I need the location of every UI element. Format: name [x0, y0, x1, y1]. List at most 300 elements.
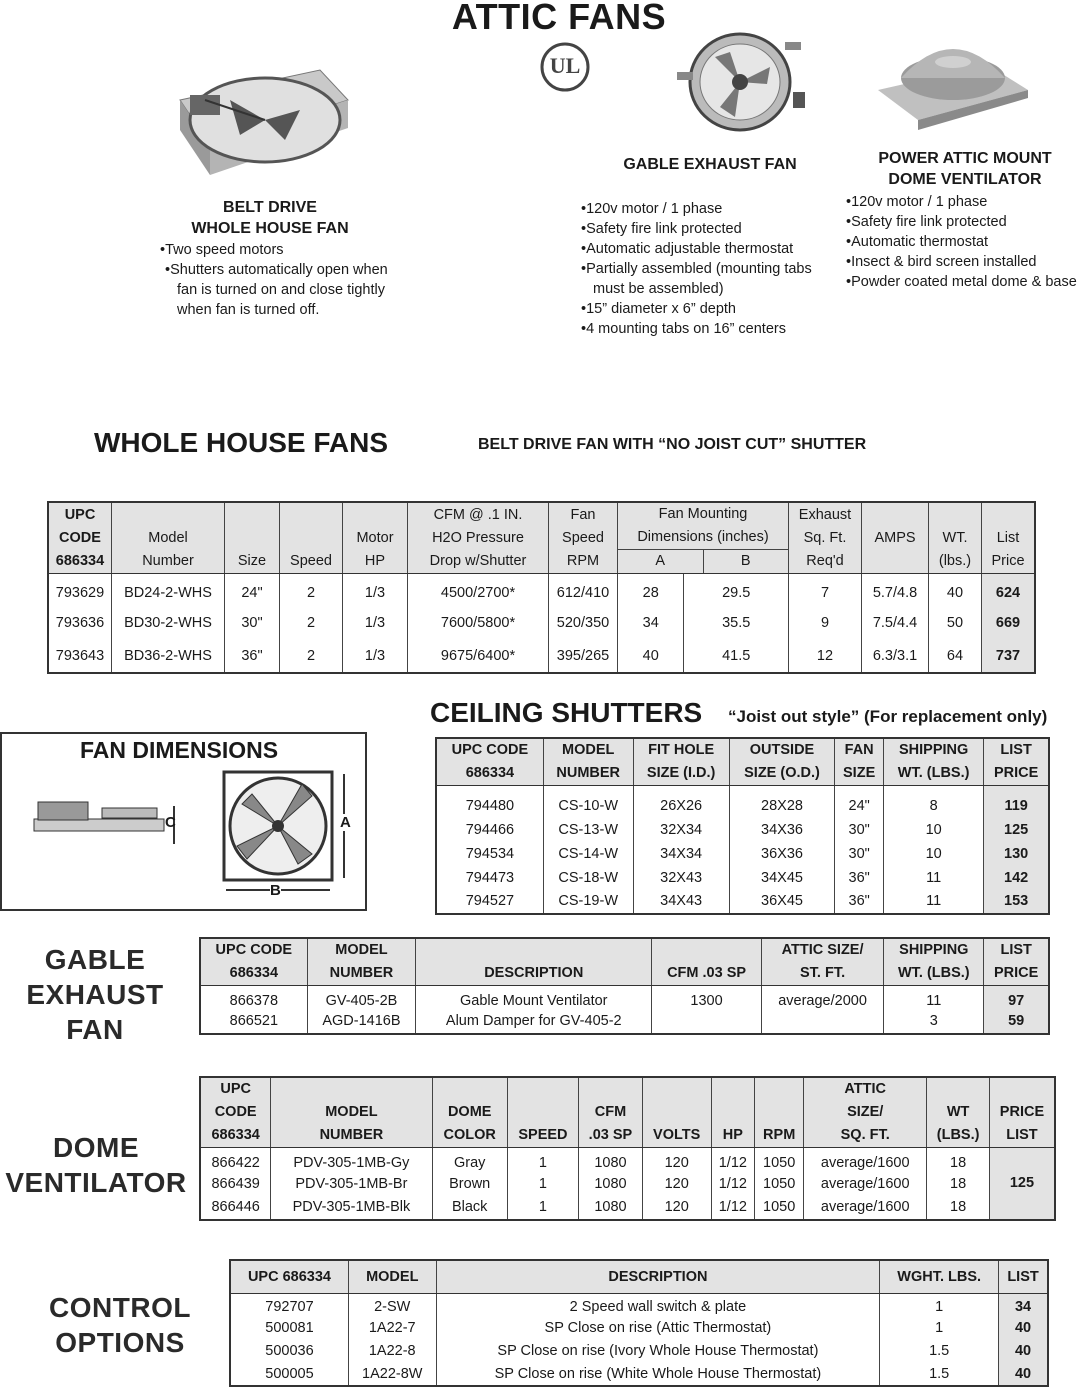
table-cell: 3 — [884, 1010, 984, 1034]
table-cell: Alum Damper for GV-405-2 — [416, 1010, 652, 1034]
col-wt — [929, 502, 982, 574]
belt-drive-name-line1: BELT DRIVE — [223, 199, 317, 216]
table-cell: 125 — [984, 818, 1049, 842]
header-line: FAN — [844, 742, 874, 758]
table-cell: 130 — [984, 842, 1049, 866]
label-line: GABLE — [44, 944, 146, 975]
table-cell: 40 — [929, 574, 982, 607]
feature-item: • Partially assembled (mounting tabs must be assembled) — [581, 259, 841, 299]
table-cell: 624 — [982, 574, 1036, 607]
column-header — [755, 1077, 804, 1148]
col-amps — [862, 502, 929, 574]
header-line: DOME — [447, 1104, 492, 1120]
hdr: RPM — [566, 553, 600, 569]
page-title: ATTIC FANS — [451, 0, 667, 37]
control-options-label — [30, 1290, 210, 1360]
table-cell: 520/350 — [549, 607, 618, 640]
ceiling-shutters-header-row — [436, 738, 1049, 786]
hdr: CODE — [59, 530, 101, 546]
header-line: FIT HOLE — [648, 742, 715, 758]
table-row — [200, 1010, 1049, 1034]
whole-house-title: WHOLE HOUSE FANS — [94, 427, 389, 458]
label-line: DOME — [53, 1132, 139, 1163]
table-cell: 500081 — [230, 1317, 348, 1340]
column-header — [984, 938, 1049, 986]
header-line: WT. (LBS.) — [897, 765, 970, 781]
table-cell: 120 — [642, 1148, 711, 1172]
header-line: MODEL — [335, 942, 388, 958]
table-cell: 11 — [884, 986, 984, 1010]
table-cell: 1A22-8 — [348, 1340, 436, 1363]
column-header: DESCRIPTION — [436, 1260, 880, 1294]
table-cell: 794527 — [436, 890, 543, 914]
table-cell: 2 — [280, 574, 343, 607]
label-line: CONTROL — [49, 1292, 191, 1323]
mounting-sub — [618, 549, 788, 573]
table-cell: PDV-305-1MB-Blk — [271, 1196, 432, 1220]
table-cell: 34X36 — [729, 818, 835, 842]
fan-dimensions-diagram — [2, 734, 365, 909]
table-cell: 34 — [999, 1294, 1048, 1317]
table-row — [436, 786, 1049, 818]
header-line: SPEED — [518, 1127, 568, 1143]
feature-item: • Safety fire link protected — [581, 219, 841, 239]
column-header — [884, 938, 984, 986]
column-header — [307, 938, 416, 986]
ul-logo-text: UL — [549, 53, 581, 78]
column-header — [642, 1077, 711, 1148]
column-header — [927, 1077, 990, 1148]
table-cell — [761, 1010, 883, 1034]
table-cell: 35.5 — [684, 607, 789, 640]
table-cell: Gray — [432, 1148, 507, 1172]
column-header — [835, 738, 884, 786]
table-cell: 18 — [927, 1148, 990, 1172]
table-cell: 737 — [982, 640, 1036, 673]
header-line: HP — [722, 1127, 743, 1143]
whole-house-subtitle: BELT DRIVE FAN WITH “NO JOIST CUT” SHUTTER — [478, 436, 867, 453]
table-cell: 1300 — [652, 986, 762, 1010]
col-list — [982, 502, 1036, 574]
table-cell: 2 — [280, 640, 343, 673]
table-cell: 18 — [927, 1196, 990, 1220]
table-cell: 395/265 — [549, 640, 618, 673]
table-cell: 26X26 — [633, 786, 729, 818]
table-cell: average/1600 — [804, 1148, 927, 1172]
table-cell: 1/3 — [343, 640, 408, 673]
table-cell: average/2000 — [761, 986, 883, 1010]
column-header — [729, 738, 835, 786]
table-cell: SP Close on rise (White Whole House Thermostat) — [436, 1363, 880, 1386]
header-line — [435, 1078, 505, 1101]
table-cell: 32X34 — [633, 818, 729, 842]
table-cell: 28X28 — [729, 786, 835, 818]
belt-drive-fan-image — [170, 40, 350, 190]
header-line: SIZE (O.D.) — [744, 765, 820, 781]
table-cell: 8 — [883, 786, 983, 818]
table-cell: PDV-305-1MB-Gy — [271, 1148, 432, 1172]
fan-dimensions-title: FAN DIMENSIONS — [80, 737, 279, 763]
hdr: 686334 — [55, 553, 105, 569]
column-header — [436, 738, 543, 786]
table-cell: Brown — [432, 1172, 507, 1196]
header-line: WT. (LBS.) — [897, 965, 970, 981]
label-line: EXHAUST — [26, 979, 164, 1010]
table-cell: 794466 — [436, 818, 543, 842]
table-row — [200, 1148, 1055, 1172]
header-line: ST. FT. — [800, 965, 846, 981]
table-cell: 2-SW — [348, 1294, 436, 1317]
feature-item: • Powder coated metal dome & base — [846, 272, 1078, 292]
table-cell: 1/12 — [711, 1196, 755, 1220]
table-cell: Gable Mount Ventilator — [416, 986, 652, 1010]
table-cell: 1080 — [579, 1196, 643, 1220]
table-row — [436, 842, 1049, 866]
table-cell: 125 — [989, 1148, 1055, 1220]
table-cell: 1050 — [755, 1196, 804, 1220]
col-motor — [343, 502, 408, 574]
column-header — [432, 1077, 507, 1148]
feature-item: • Automatic thermostat — [846, 232, 1078, 252]
table-cell: CS-18-W — [543, 866, 633, 890]
col-exhaust — [789, 502, 862, 574]
table-cell: 866439 — [200, 1172, 271, 1196]
belt-drive-name — [170, 197, 370, 239]
table-row — [48, 574, 1035, 607]
table-cell: 793629 — [48, 574, 112, 607]
table-cell: 30" — [225, 607, 280, 640]
hdr: (lbs.) — [938, 553, 972, 569]
dome-ventilator-name — [860, 148, 1070, 190]
column-header — [989, 1077, 1055, 1148]
hdr: Exhaust — [798, 507, 852, 523]
table-cell: 1/12 — [711, 1172, 755, 1196]
header-line: OUTSIDE — [749, 742, 815, 758]
table-cell: 1 — [507, 1196, 578, 1220]
header-line: 686334 — [465, 765, 515, 781]
table-cell: 34X34 — [633, 842, 729, 866]
col-mounting — [618, 502, 789, 574]
table-cell: 2 — [280, 607, 343, 640]
table-cell: 34X43 — [633, 890, 729, 914]
header-line: RPM — [763, 1127, 796, 1143]
fan-dimensions-box — [0, 732, 367, 911]
header-line: LIST — [1006, 1127, 1038, 1143]
column-header — [804, 1077, 927, 1148]
table-cell: 34X45 — [729, 866, 835, 890]
header-line: NUMBER — [329, 965, 394, 981]
ceiling-shutters-table — [435, 737, 1050, 915]
table-cell: 9675/6400* — [408, 640, 549, 673]
hdr: Price — [991, 553, 1025, 569]
table-cell: 41.5 — [684, 640, 789, 673]
table-cell: 866378 — [200, 986, 307, 1010]
table-row — [436, 818, 1049, 842]
table-cell: 18 — [927, 1172, 990, 1196]
dome-ventilator-image — [878, 40, 1028, 140]
table-row — [200, 1172, 1055, 1196]
column-header — [579, 1077, 643, 1148]
feature-item: • 15” diameter x 6” depth — [581, 299, 841, 319]
table-cell: 30" — [835, 842, 884, 866]
table-cell: 119 — [984, 786, 1049, 818]
header-line: UPC — [220, 1081, 251, 1097]
header-line — [714, 1101, 753, 1124]
table-cell: SP Close on rise (Attic Thermostat) — [436, 1317, 880, 1340]
hdr: Req'd — [806, 553, 844, 569]
column-header — [543, 738, 633, 786]
table-row — [230, 1317, 1048, 1340]
table-cell: 500036 — [230, 1340, 348, 1363]
table-row — [200, 986, 1049, 1010]
column-header: WGHT. LBS. — [880, 1260, 999, 1294]
table-cell: 1/3 — [343, 607, 408, 640]
hdr: Speed — [562, 530, 604, 546]
table-cell: 64 — [929, 640, 982, 673]
table-cell: 11 — [883, 890, 983, 914]
header-line: ATTIC SIZE/ — [781, 942, 864, 958]
table-cell: 500005 — [230, 1363, 348, 1386]
column-header — [633, 738, 729, 786]
ul-logo — [540, 42, 590, 92]
table-cell: 30" — [835, 818, 884, 842]
header-line: SHIPPING — [898, 742, 969, 758]
column-header: MODEL — [348, 1260, 436, 1294]
table-cell: 40 — [618, 640, 684, 673]
table-cell: 40 — [999, 1317, 1048, 1340]
table-cell: 120 — [642, 1196, 711, 1220]
table-cell: 40 — [999, 1340, 1048, 1363]
header-line: UPC CODE — [215, 942, 293, 958]
mounting-header: Fan Mounting Dimensions (inches) — [637, 506, 769, 545]
whole-house-rows — [48, 574, 1035, 673]
dome-rows — [200, 1148, 1055, 1220]
hdr: Speed — [290, 553, 332, 569]
col-speed — [280, 502, 343, 574]
table-cell: Black — [432, 1196, 507, 1220]
column-header — [984, 738, 1049, 786]
table-cell: 142 — [984, 866, 1049, 890]
table-cell: 1080 — [579, 1172, 643, 1196]
table-cell: 97 — [984, 986, 1049, 1010]
header-line: 686334 — [229, 965, 279, 981]
column-header — [271, 1077, 432, 1148]
header-line: NUMBER — [556, 765, 621, 781]
label-line: FAN — [66, 1014, 124, 1045]
table-row — [436, 866, 1049, 890]
header-line — [645, 1101, 709, 1124]
table-cell: PDV-305-1MB-Br — [271, 1172, 432, 1196]
hdr: Model — [148, 530, 188, 546]
belt-drive-features — [160, 240, 390, 320]
ceiling-shutters-subtitle: “Joist out style” (For replacement only) — [728, 707, 1048, 726]
header-line — [714, 1078, 753, 1101]
gable-fan-features — [581, 199, 841, 339]
header-line: CODE — [214, 1104, 257, 1120]
table-cell: 36" — [225, 640, 280, 673]
table-cell: 793643 — [48, 640, 112, 673]
col-fan-speed — [549, 502, 618, 574]
table-cell: BD30-2-WHS — [112, 607, 225, 640]
feature-item: • Insect & bird screen installed — [846, 252, 1078, 272]
table-cell: 36X36 — [729, 842, 835, 866]
table-cell: 1A22-8W — [348, 1363, 436, 1386]
control-header-row — [230, 1260, 1048, 1294]
hdr: HP — [364, 553, 386, 569]
table-cell: 34 — [618, 607, 684, 640]
table-cell: 794480 — [436, 786, 543, 818]
feature-item: • 4 mounting tabs on 16” centers — [581, 319, 841, 339]
table-cell: 866422 — [200, 1148, 271, 1172]
header-line: SIZE/ — [847, 1104, 884, 1120]
hdr: CFM @ .1 IN. — [433, 507, 523, 523]
column-header — [200, 1077, 271, 1148]
header-line: LIST — [1000, 742, 1032, 758]
dome-name-line1: POWER ATTIC MOUNT — [878, 150, 1052, 167]
table-row — [48, 640, 1035, 673]
table-cell: 794473 — [436, 866, 543, 890]
table-cell: 794534 — [436, 842, 543, 866]
dim-label-c: C — [165, 814, 176, 831]
label-line: VENTILATOR — [5, 1167, 187, 1198]
table-cell: CS-13-W — [543, 818, 633, 842]
table-cell: 792707 — [230, 1294, 348, 1317]
dome-ventilator-table — [199, 1076, 1056, 1221]
header-line — [581, 1078, 640, 1101]
table-cell: CS-19-W — [543, 890, 633, 914]
header-line: CFM — [594, 1104, 627, 1120]
header-line: PRICE — [994, 965, 1039, 981]
table-cell: 36" — [835, 866, 884, 890]
dome-header-row — [200, 1077, 1055, 1148]
table-cell: 1080 — [579, 1148, 643, 1172]
header-line — [645, 1078, 709, 1101]
table-cell: 793636 — [48, 607, 112, 640]
table-cell: 36X45 — [729, 890, 835, 914]
table-cell: 9 — [789, 607, 862, 640]
gable-fan-name: GABLE EXHAUST FAN — [623, 156, 797, 173]
hdr: Motor — [356, 530, 394, 546]
table-cell: 1/3 — [343, 574, 408, 607]
hdr: List — [996, 530, 1020, 546]
table-cell: 1050 — [755, 1148, 804, 1172]
header-line: DESCRIPTION — [484, 965, 584, 981]
table-cell: GV-405-2B — [307, 986, 416, 1010]
header-line — [992, 1078, 1052, 1101]
header-line: UPC CODE — [451, 742, 529, 758]
header-line: VOLTS — [653, 1127, 701, 1143]
column-header: LIST — [999, 1260, 1048, 1294]
hdr: Sq. Ft. — [803, 530, 847, 546]
table-cell: 10 — [883, 818, 983, 842]
control-rows — [230, 1294, 1048, 1386]
gable-header-row — [200, 938, 1049, 986]
table-cell: 612/410 — [549, 574, 618, 607]
table-cell: 40 — [999, 1363, 1048, 1386]
hdr: Drop w/Shutter — [429, 553, 527, 569]
table-cell: 7 — [789, 574, 862, 607]
header-line: (LBS.) — [936, 1127, 980, 1143]
ceiling-shutters-title: CEILING SHUTTERS — [430, 697, 703, 728]
header-line — [510, 1101, 576, 1124]
col-upc — [48, 502, 112, 574]
table-row — [48, 607, 1035, 640]
table-cell: 7.5/4.4 — [862, 607, 929, 640]
table-cell: 669 — [982, 607, 1036, 640]
table-cell: 2 Speed wall switch & plate — [436, 1294, 880, 1317]
table-cell: SP Close on rise (Ivory Whole House Thermostat) — [436, 1340, 880, 1363]
table-cell: 11 — [883, 866, 983, 890]
table-cell: 1 — [507, 1148, 578, 1172]
header-line: ATTIC — [844, 1081, 887, 1097]
table-cell: 1/12 — [711, 1148, 755, 1172]
table-row — [230, 1363, 1048, 1386]
gable-fan-image — [675, 22, 810, 137]
table-cell: 10 — [883, 842, 983, 866]
table-cell: 24" — [225, 574, 280, 607]
hdr: Fan — [570, 507, 596, 523]
header-line: SIZE (I.D.) — [646, 765, 716, 781]
gable-exhaust-label — [10, 942, 180, 1047]
table-cell: 29.5 — [684, 574, 789, 607]
hdr: H2O Pressure — [432, 530, 524, 546]
feature-item: • Safety fire link protected — [846, 212, 1078, 232]
header-line — [757, 1078, 801, 1101]
table-cell: 153 — [984, 890, 1049, 914]
table-row — [230, 1294, 1048, 1317]
dome-ventilator-label — [0, 1130, 192, 1200]
table-cell: CS-10-W — [543, 786, 633, 818]
column-header — [761, 938, 883, 986]
table-cell — [652, 1010, 762, 1034]
gable-rows — [200, 986, 1049, 1034]
dome-name-line2: DOME VENTILATOR — [888, 171, 1042, 188]
col-size — [225, 502, 280, 574]
header-line: LIST — [1000, 942, 1032, 958]
column-header — [652, 938, 762, 986]
header-line — [510, 1078, 576, 1101]
header-line: MODEL — [325, 1104, 378, 1120]
table-cell: CS-14-W — [543, 842, 633, 866]
table-cell: average/1600 — [804, 1172, 927, 1196]
table-cell: 12 — [789, 640, 862, 673]
table-cell: 866446 — [200, 1196, 271, 1220]
table-cell: BD24-2-WHS — [112, 574, 225, 607]
dim-label-a: A — [340, 814, 351, 831]
hdr: UPC — [64, 507, 96, 523]
header-line: 686334 — [211, 1127, 260, 1143]
header-line: MODEL — [562, 742, 615, 758]
dim-label-b: B — [270, 882, 281, 899]
table-row — [200, 1196, 1055, 1220]
ceiling-shutters-rows — [436, 786, 1049, 914]
table-cell: average/1600 — [804, 1196, 927, 1220]
control-options-table — [229, 1259, 1049, 1387]
table-cell: 866521 — [200, 1010, 307, 1034]
header-line — [757, 1101, 801, 1124]
header-line: SIZE — [843, 765, 876, 781]
belt-drive-name-line2: WHOLE HOUSE FAN — [191, 220, 349, 237]
table-cell: 120 — [642, 1172, 711, 1196]
column-header — [711, 1077, 755, 1148]
table-cell: 1 — [507, 1172, 578, 1196]
feature-item: • 120v motor / 1 phase — [581, 199, 841, 219]
header-line: CFM .03 SP — [667, 965, 747, 981]
table-row — [436, 890, 1049, 914]
table-cell: 5.7/4.8 — [862, 574, 929, 607]
column-header — [416, 938, 652, 986]
table-cell: 4500/2700* — [408, 574, 549, 607]
